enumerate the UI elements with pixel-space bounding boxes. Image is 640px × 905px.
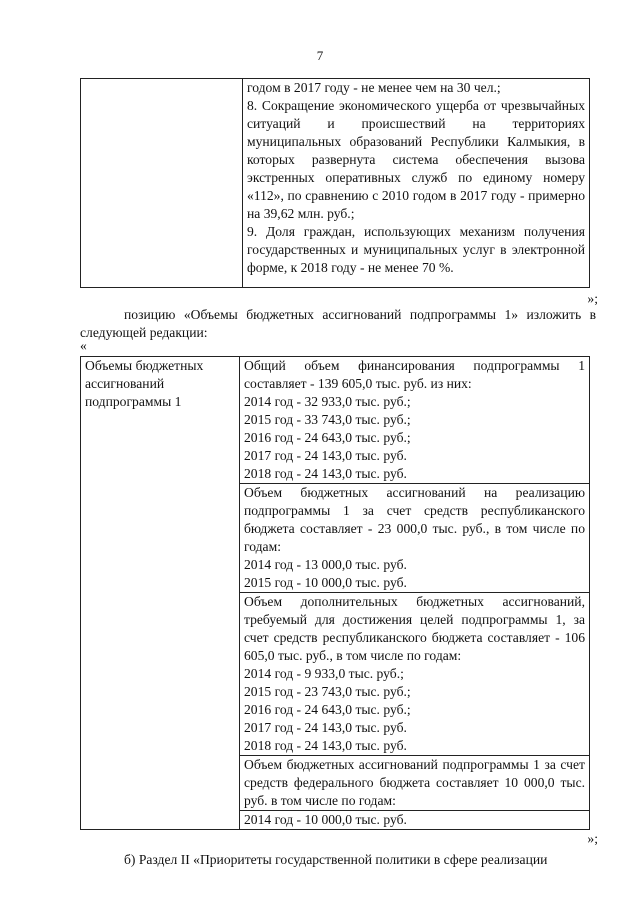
- indicator-9: 9. Доля граждан, использующих механизм получения государственных и муниципальных услуг в электронной форме, к 2018 году - не менее 70 %.: [247, 224, 585, 275]
- budget-label-cell: [81, 357, 240, 830]
- closing-quote: »;: [587, 831, 598, 846]
- year-line: 2018 год - 24 143,0 тыс. руб.: [244, 738, 407, 753]
- closing-quote: »;: [587, 291, 598, 306]
- year-line: 2017 год - 24 143,0 тыс. руб.: [244, 448, 407, 463]
- budget-label: Объемы бюджетных ассигнований подпрограммы 1: [85, 358, 204, 409]
- indicators-table: [80, 78, 590, 288]
- year-line: 2015 год - 10 000,0 тыс. руб.: [244, 575, 407, 590]
- page-number: 7: [316, 48, 324, 63]
- year-line: 2018 год - 24 143,0 тыс. руб.: [244, 466, 407, 481]
- year-line: 2016 год - 24 643,0 тыс. руб.;: [244, 702, 411, 717]
- budget-details-cell: [240, 357, 590, 830]
- section-heading-line: б) Раздел II «Приоритеты государственной политики в сфере реализации: [124, 852, 548, 867]
- table-row: [81, 357, 590, 830]
- republican-budget-intro: Объем бюджетных ассигнований на реализацию подпрограммы 1 за счет средств республиканского бюджета составляет - 23 000,0 тыс. руб., в том числе по годам:: [244, 485, 585, 554]
- year-line: 2017 год - 24 143,0 тыс. руб.: [244, 720, 407, 735]
- indicator-line: годом в 2017 году - не менее чем на 30 чел.;: [247, 80, 501, 95]
- table-row: [81, 79, 590, 288]
- empty-cell: [81, 79, 243, 288]
- year-line: 2016 год - 24 643,0 тыс. руб.;: [244, 430, 411, 445]
- federal-budget-intro: Объем бюджетных ассигнований подпрограммы 1 за счет средств федерального бюджета составляет 10 000,0 тыс. руб. в том числе по годам:: [244, 757, 585, 808]
- year-line: 2014 год - 9 933,0 тыс. руб.;: [244, 666, 404, 681]
- indicators-cell: [243, 79, 590, 288]
- year-line: 2014 год - 32 933,0 тыс. руб.;: [244, 394, 411, 409]
- additional-budget-intro: Объем дополнительных бюджетных ассигнований, требуемый для достижения целей подпрограммы 1, за счет средств республиканского бюджета составляет - 106 605,0 тыс. руб., в том числе по годам:: [244, 594, 585, 663]
- total-funding-intro: Общий объем финансирования подпрограммы 1 составляет - 139 605,0 тыс. руб. из них:: [244, 358, 585, 391]
- amendment-paragraph: позицию «Объемы бюджетных ассигнований подпрограммы 1» изложить в следующей редакции:: [80, 307, 596, 340]
- budget-table: [80, 356, 590, 830]
- opening-quote: «: [80, 338, 87, 353]
- year-line: 2015 год - 33 743,0 тыс. руб.;: [244, 412, 411, 427]
- year-line: 2015 год - 23 743,0 тыс. руб.;: [244, 684, 411, 699]
- indicator-8: 8. Сокращение экономического ущерба от чрезвычайных ситуаций и происшествий на территориях муниципальных образований Республики Калмыкия, в которых развернута система обеспечения вызова экстренных оперативных служб по единому номеру «112», по сравнению с 2010 годом в 2017 году - примерно на 39,62 млн. руб.;: [247, 98, 585, 221]
- year-line: 2014 год - 10 000,0 тыс. руб.: [244, 812, 407, 827]
- year-line: 2014 год - 13 000,0 тыс. руб.: [244, 557, 407, 572]
